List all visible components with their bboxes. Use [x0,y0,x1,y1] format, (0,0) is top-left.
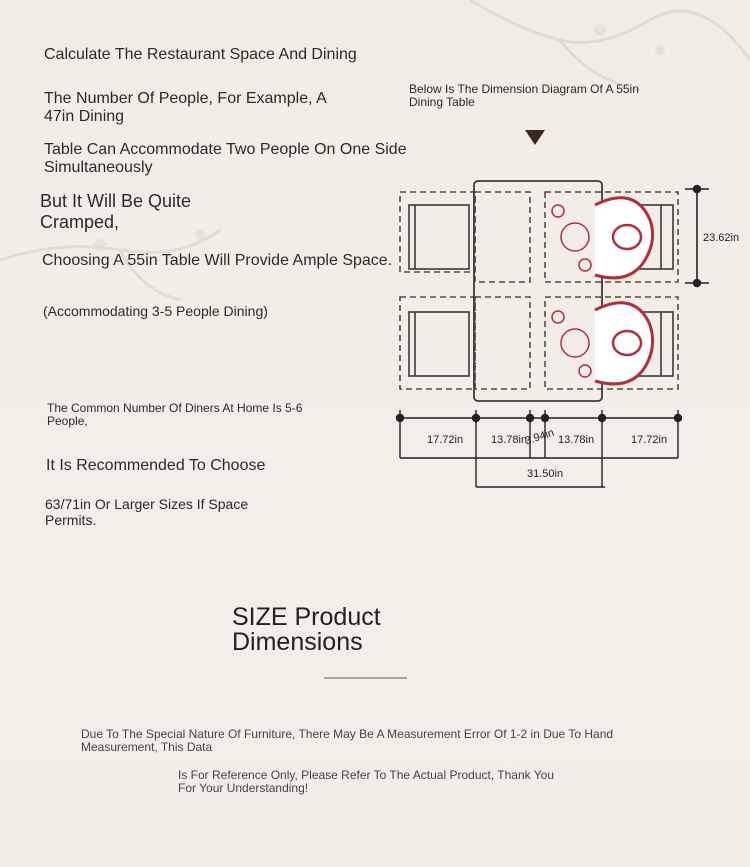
size-section-divider [324,677,407,679]
width-label-mid-left: 13.78in [491,434,528,446]
measurement-note-1: Due To The Special Nature Of Furniture, There May Be A Measurement Error Of 1-2 in Due To Hand Measurement, This Data [81,727,614,755]
chair-left-bottom [409,312,469,376]
size-section-title: SIZE Product Dimensions [232,603,381,656]
intro-line-6: (Accommodating 3-5 People Dining) [43,303,268,319]
height-label: 23.62in [703,232,740,244]
diner-right-top [552,198,673,278]
width-label-gap: 3.94in [523,426,556,448]
table-inner-dash-bottom [475,297,530,389]
intro-line-7: The Common Number Of Diners At Home Is 5-6 People, [47,401,303,429]
intro-line-5: Choosing A 55in Table Will Provide Ample Space. [42,252,393,269]
intro-line-1: Calculate The Restaurant Space And Dining [44,46,357,63]
intro-line-4: But It Will Be Quite Cramped, [40,191,192,232]
table-dimension-diagram [395,125,745,495]
intro-line-2: The Number Of People, For Example, A 47in Dining [44,90,326,126]
diagram-title: Below Is The Dimension Diagram Of A 55in Dining Table [409,82,639,110]
diner-right-bottom [552,303,673,384]
width-label-mid-right: 13.78in [558,434,595,446]
width-label-right: 17.72in [631,434,668,446]
intro-line-3: Table Can Accommodate Two People On One Side Simultaneously [44,141,407,177]
width-label-left: 17.72in [427,434,464,446]
down-arrow-icon [525,130,545,145]
measurement-note-2: Is For Reference Only, Please Refer To The Actual Product, Thank You For Your Understanding! [178,768,554,796]
seat-zone-left-top [400,192,475,272]
intro-line-9: 63/71in Or Larger Sizes If Space Permits. [45,496,249,529]
chair-left-top [409,205,469,269]
table-inner-dash-top [475,192,530,282]
width-label-table: 31.50in [527,468,564,480]
table-outline [474,181,602,401]
intro-line-8: It Is Recommended To Choose [46,457,266,474]
